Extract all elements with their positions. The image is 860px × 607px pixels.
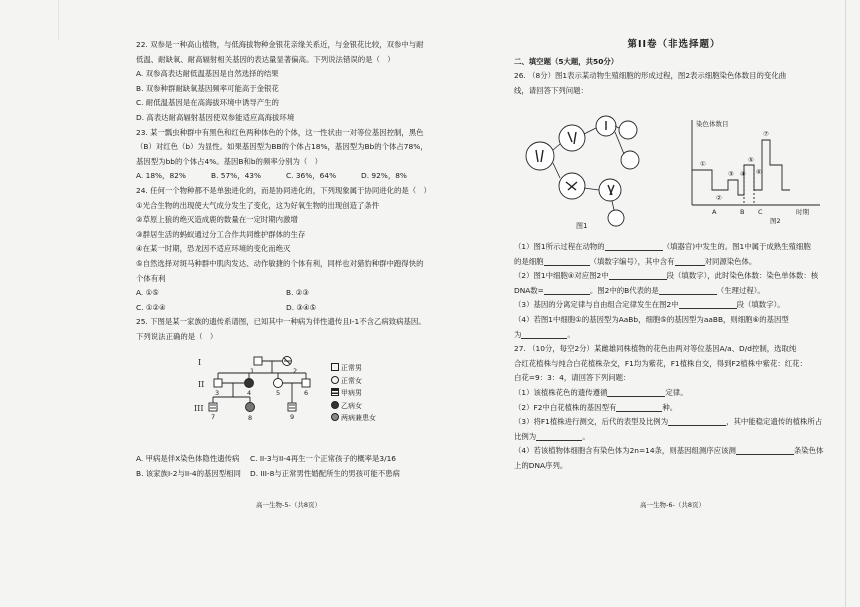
figure-2-chromosome-curve	[670, 110, 830, 225]
figure-2-caption: 图2	[770, 217, 781, 225]
text: 条染色体	[793, 446, 824, 456]
q25-option-b: B. 该家族I-2与II-4的基因型相同	[136, 468, 241, 478]
text: 定律。	[665, 387, 688, 397]
text: （2）图1中细胞④对应图2中	[514, 271, 609, 281]
q24-item-5-cont: 个体有利	[136, 273, 166, 283]
legend-normal-female	[331, 375, 376, 388]
answer-blank[interactable]	[736, 445, 794, 455]
q22-stem-line2: 低温、耐缺氧、耐高辐射相关基因的表达量显著偏高。下列说法错误的是（ ）	[136, 54, 395, 64]
q26-part3	[514, 298, 834, 313]
text: 。图2中的B代表的是	[589, 285, 659, 295]
answer-blank[interactable]	[536, 431, 582, 441]
text: （生理过程）。	[716, 285, 765, 295]
circle-icon	[331, 376, 339, 384]
point-c: C	[758, 208, 763, 216]
grey-circle-icon	[331, 413, 339, 421]
q25-option-a: A. 甲病是伴X染色体隐性遗传病	[136, 454, 240, 463]
y-axis-label: 染色体数目	[696, 120, 729, 128]
striped-square-icon	[331, 388, 339, 396]
q26-part4-line1: （4）若图1中细胞①的基因型为AaBb，细胞⑤的基因型为aaBB，则细胞⑥的基因型	[514, 314, 789, 324]
q23-option-c: C. 36%，64%	[286, 171, 337, 181]
right-page-footer: 高一生物-6-（共8页）	[640, 501, 705, 509]
q27-part4-line2: 上的DNA序列。	[514, 460, 568, 470]
cell-2	[559, 125, 585, 151]
text: （4）若该植物体细胞含有染色体为2n=14条，则基因组测序应该测	[514, 446, 736, 456]
text: （2）F2中白花植株的基因型有	[514, 402, 617, 412]
person-II-4	[245, 379, 254, 388]
q24-item-2: ②草原上狼的绝灭造成鹿的数量在一定时期内激增	[136, 215, 298, 225]
cell-8	[608, 210, 624, 226]
q24-stem: 24. 任何一个物种都不是单独进化的，而是协同进化的，下列现象属于协同进化的是（ ）	[136, 185, 431, 195]
q23-option-a: A. 18%，82%	[136, 171, 186, 181]
left-page-footer: 高一生物-5-（共8页）	[256, 501, 321, 509]
q26-part2-line2	[514, 284, 834, 299]
person-II-6	[302, 379, 310, 387]
person-III-8	[246, 403, 255, 412]
stage-label-1: ①	[700, 160, 706, 168]
person-I-1	[254, 357, 262, 365]
legend-disease-b-female	[331, 400, 376, 413]
q24-option-d: D. ③④⑤	[286, 302, 317, 312]
scan-border	[8, 0, 59, 40]
answer-blank[interactable]	[616, 402, 662, 412]
q27-part4-line1	[514, 444, 834, 459]
answer-blank[interactable]	[544, 285, 590, 295]
answer-blank[interactable]	[607, 387, 665, 397]
answer-blank[interactable]	[605, 241, 663, 251]
square-icon	[331, 363, 339, 371]
point-a: A	[712, 208, 717, 216]
q22-option-b: B. 双参种群耐缺氧基因频率可能高于金银花	[136, 83, 279, 93]
answer-blank[interactable]	[544, 256, 590, 266]
q25-stem-line1: 25. 下图是某一家族的遗传系谱图，已知其中一种病为伴性遗传且I-1不含乙病致病基因。	[136, 317, 426, 327]
person-III-9	[288, 403, 296, 411]
gen-label-II: II	[198, 380, 205, 389]
q23-stem-line2: （B）对红色（b）为显性。如果基因型为BB的个体占18%，基因型为Bb的个体占78%，	[136, 142, 428, 152]
q26-part1-line1	[514, 240, 834, 255]
gen-label-III: III	[194, 404, 204, 413]
figure-1-cell-division	[520, 108, 650, 230]
text: （填数字编号），其中含有	[589, 256, 675, 266]
q25-option-d: D. III-8与正常男性婚配所生的男孩可能不患病	[250, 468, 400, 478]
answer-blank[interactable]	[609, 270, 667, 280]
q26-stem-line2: 线，请回答下列问题：	[514, 85, 588, 95]
q27-part3-line2	[514, 430, 834, 445]
q25-options-row1	[136, 452, 436, 467]
q27-part1	[514, 386, 834, 401]
pedigree-diagram	[194, 353, 418, 443]
q27-stem-line3: 白花=9：3：4，请回答下列问题：	[514, 373, 631, 383]
q26-stem-line1: 26. （8分）图1表示某动物生殖细胞的形成过程，图2表示细胞染色体数目的变化曲	[514, 71, 787, 81]
text: （3）基因的分离定律与自由组合定律发生在图2中	[514, 300, 679, 310]
answer-blank[interactable]	[679, 299, 737, 309]
legend-label: 正常女	[341, 376, 362, 385]
right-page	[514, 38, 834, 98]
figure-1-caption: 图1	[576, 222, 588, 230]
text: DNA数=	[514, 285, 544, 295]
stage-label-4: ④	[740, 170, 746, 178]
point-b: B	[740, 208, 745, 216]
text: 种。	[662, 402, 678, 412]
person-number-6: 6	[304, 389, 309, 397]
person-number-2: 2	[293, 367, 298, 375]
q24-item-4: ④在某一时期，恐龙因不适应环境的变化而绝灭	[136, 244, 291, 254]
text: （1）图1所示过程在动物的	[514, 242, 605, 251]
legend-label: 正常男	[341, 364, 362, 372]
person-number-4: 4	[247, 389, 252, 397]
text: 为	[514, 329, 522, 339]
text: 段（填数字），此时染色体数：染色单体数：核	[666, 271, 819, 281]
q25-options-row2	[136, 467, 436, 482]
text: 段（填数字）。	[736, 300, 785, 310]
text: （3）将F1植株进行测交，后代的表型及比例为	[514, 417, 669, 427]
q26-part4-line2: 为 。	[514, 329, 575, 339]
person-III-7	[209, 403, 217, 411]
text: 对同源染色体。	[704, 256, 757, 266]
q24-option-c: C. ①②④	[136, 302, 166, 312]
q26-part2-line1	[514, 269, 834, 284]
legend-label: 甲病男	[341, 389, 362, 397]
text: 。	[582, 431, 590, 441]
q24-options-row2	[136, 301, 436, 316]
answer-blank[interactable]	[668, 416, 726, 426]
person-number-3: 3	[215, 389, 220, 397]
person-II-5	[274, 379, 283, 388]
x-axis-label: 时期	[796, 208, 809, 216]
q23-options	[136, 169, 436, 184]
person-number-1: 1	[250, 367, 255, 375]
q24-option-b: B. ②③	[286, 288, 310, 298]
q25-options	[136, 452, 436, 481]
q23-stem-line1: 23. 某一瓢虫种群中有黑色和红色两种体色的个体，这一性状由一对等位基因控制，黑色	[136, 127, 424, 137]
q24-option-a: A. ①⑤	[136, 288, 159, 298]
q27-stem-line2: 合红花植株与纯合白花植株杂交，F1均为紫花，F1植株自交，得到F2植株中紫花：红花：	[514, 358, 807, 368]
legend-normal-male	[331, 362, 376, 375]
q25-stem-line2: 下列说法正确的是（ ）	[136, 331, 218, 341]
q24-item-1: ①光合生物的出现使大气成分发生了变化，这为好氧生物的出现创造了条件	[136, 200, 380, 210]
text: （1）该植株花色的遗传遵循	[514, 387, 608, 397]
person-number-5: 5	[276, 389, 281, 397]
answer-blank[interactable]	[675, 256, 705, 266]
q22-option-a: A. 双参高表达耐低温基因是自然选择的结果	[136, 69, 279, 79]
cell-5	[619, 121, 637, 139]
section-heading: 二、填空题（5大题，共50分）	[514, 56, 619, 66]
legend-disease-a-male	[331, 387, 376, 400]
q22-stem-line1: 22. 双参是一种高山植物，与低海拔物种金银花亲缘关系近，与金银花比较，双参中与耐	[136, 40, 424, 49]
q24-item-3: ③群居生活的蚂蚁通过分工合作共同维护群体的生存	[136, 229, 306, 239]
left-page	[136, 38, 436, 344]
stage-label-6: ⑥	[756, 168, 762, 176]
q23-stem-line3: 基因型为bb的个体占4%。基因B和b的频率分别为（ ）	[136, 156, 323, 166]
text: ，其中能稳定遗传的植株所占	[726, 417, 823, 427]
text: 的是细胞	[514, 256, 544, 266]
answer-blank[interactable]	[521, 329, 567, 339]
stage-label-7: ⑦	[763, 130, 769, 138]
q22-option-c: C. 耐低温基因是在高海拔环境中诱导产生的	[136, 98, 279, 108]
legend-label: 乙病女	[341, 401, 362, 410]
q22-option-d: D. 高表达耐高辐射基因使双参能适应高海拔环境	[136, 112, 295, 122]
text: （填器官)中发生的。图1中属于成熟生殖细胞	[662, 242, 811, 251]
person-number-8: 8	[248, 414, 253, 422]
stage-label-3: ③	[728, 170, 734, 178]
text: 比例为	[514, 431, 537, 441]
person-number-7: 7	[211, 413, 216, 421]
q26-questions	[514, 240, 834, 474]
filled-circle-icon	[331, 401, 339, 409]
stage-label-5: ⑤	[748, 156, 754, 164]
answer-blank[interactable]	[659, 285, 717, 295]
q23-option-d: D. 92%，8%	[361, 171, 407, 181]
curve	[692, 140, 790, 195]
q23-option-b: B. 57%，43%	[211, 171, 262, 181]
scan-edge	[845, 0, 846, 607]
gen-label-I: I	[198, 358, 202, 367]
cell-1	[526, 142, 554, 170]
person-number-9: 9	[290, 413, 295, 421]
q24-options-row1	[136, 286, 436, 301]
section-title: 第II卷（非选择题）	[627, 39, 721, 50]
pedigree-legend	[331, 362, 376, 425]
q25-option-c: C. II-3与II-4再生一个正常孩子的概率是3/16	[250, 454, 396, 463]
q27-part2	[514, 401, 834, 416]
q24-item-5: ⑤自然选择对斑马种群中肌肉发达、动作敏捷的个体有利，同样也对猎豹种群中跑得快的	[136, 258, 424, 268]
legend-label: 两病兼患女	[341, 414, 376, 422]
legend-both-diseases-female	[331, 412, 376, 425]
stage-label-2: ②	[716, 194, 722, 202]
q27-part3-line1	[514, 415, 834, 430]
q27-stem-line1: 27. （10分，每空2分）某雌雄同株植物的花色由两对等位基因A/a、D/d控制，选取纯	[514, 344, 797, 354]
person-II-3	[214, 379, 222, 387]
q26-part1-line2	[514, 255, 834, 270]
